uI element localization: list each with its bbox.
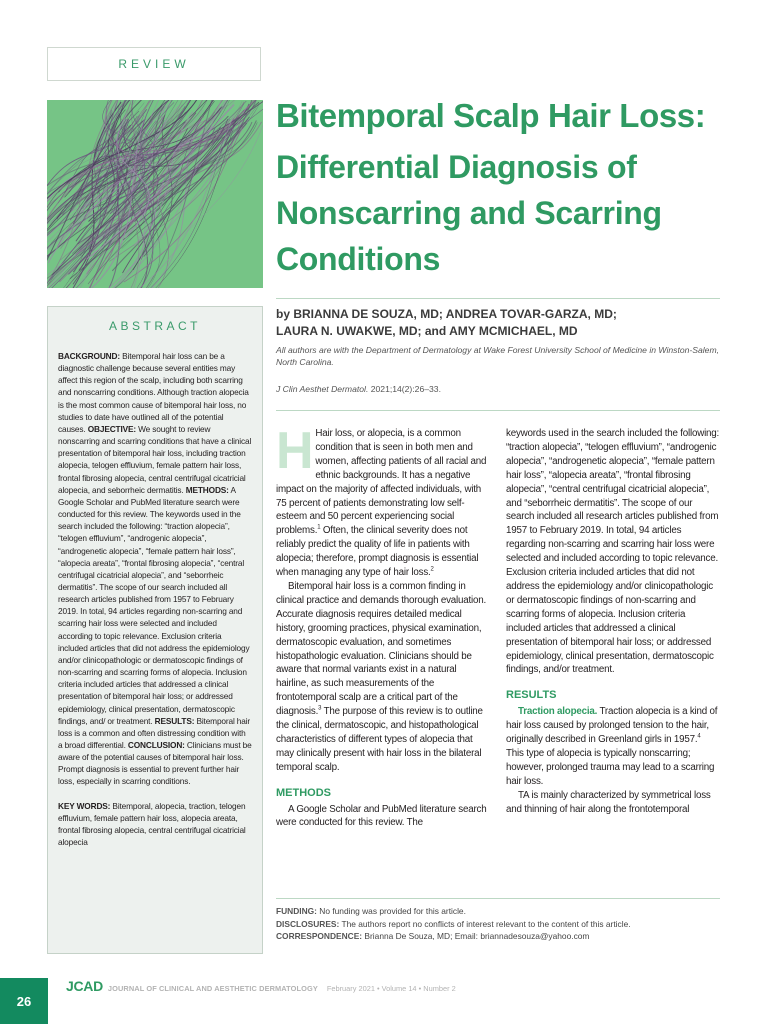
article-subtitle: Differential Diagnosis of Nonscarring and Scarring Conditions <box>276 149 662 277</box>
abstract-objective: We sought to review nonscarring and scarring conditions that have a clinical presentation of bitemporal hair loss, including traction alopecia, telogen effluvium, female pattern hair loss, frontal fibrosing alopecia, central centrifugal cicatricial alopecia, and seborrheic dermatitis. <box>58 423 252 495</box>
footnote-disclosures <box>276 918 720 931</box>
abstract-label-conclusion: CONCLUSION: <box>127 740 185 750</box>
body-column-1 <box>276 422 490 830</box>
hair-strands-illustration <box>47 100 263 288</box>
funding-label: FUNDING: <box>276 906 317 916</box>
traction-paragraph-2: TA is mainly characterized by symmetrical loss and thinning of hair along the frontotemporal <box>506 789 711 815</box>
reference-mark: 1 <box>317 525 321 532</box>
intro-paragraph-1 <box>276 422 490 580</box>
footnote-correspondence <box>276 930 720 943</box>
intro-paragraph-2 <box>276 580 490 775</box>
reference-mark: 2 <box>430 566 434 573</box>
article-title: Bitemporal Scalp Hair Loss: <box>276 97 706 134</box>
abstract-label-methods: METHODS: <box>185 484 229 495</box>
keywords-label: KEY WORDS: <box>58 800 111 811</box>
body-column-2 <box>506 427 720 816</box>
correspondence-text: Brianna De Souza, MD; Email: briannadesouza@yahoo.com <box>362 931 590 942</box>
abstract-label-results: RESULTS: <box>154 715 195 726</box>
citation-journal: J Clin Aesthet Dermatol. <box>276 384 369 394</box>
footnote-funding <box>276 905 720 918</box>
traction-text-1b: This type of alopecia is typically nonscarring; however, prolonged trauma may lead to a scarring hair loss. <box>506 747 715 787</box>
abstract-body <box>58 350 252 788</box>
methods-paragraph-continued: keywords used in the search included the following: “traction alopecia”, “telogen effluvium”, “androgenic alopecia”, “androgenetic alopecia”, “female pattern hair loss”, “alopecia areata”, “frontal fibrosing alopecia”, “central centrifugal cicatricial alopecia”, and “seborrheic dermatitis”. The scope of our search included all research articles published from 1957 to February 2019. In total, 94 articles regarding non-scarring and scarring hair loss were selected and included according to topic relevance. Exclusion criteria included articles that did not address the epidemiology and/or clinicopathologic or dermatoscopic findings of non-scarring and scarring forms of alopecia. Inclusion criteria included articles that addressed a clinical presentation of bitemporal hair loss; or addressed epidemiology, clinical presentation, dermatoscopic findings, and/or treatment. <box>506 428 720 676</box>
subsection-heading-traction: Traction alopecia. <box>518 706 598 718</box>
intro-text-1b: Often, the clinical severity does not reliably predict the quality of life in patients with alopecia; therefore, prompt diagnosis is essential when managing any type of hair loss. <box>276 525 479 579</box>
section-heading-results: RESULTS <box>506 689 557 702</box>
funding-text: No funding was provided for this article. <box>316 906 466 916</box>
page-number-tab <box>0 978 48 1024</box>
abstract-background: Bitemporal hair loss can be a diagnostic challenge because several entities may affect this region of the scalp, including both scarring and nonscarring conditions. Although traction alopecia is the most common cause of bitemporal hair loss, no studies to date have outlined all of the potential causes. <box>58 351 249 434</box>
reference-mark: 3 <box>318 705 322 712</box>
divider <box>276 410 720 411</box>
divider <box>276 298 720 299</box>
disclosures-label: DISCLOSURES: <box>276 918 340 929</box>
abstract-conclusion: Clinicians must be aware of the potential causes of bitemporal hair loss. Prompt diagnosis is essential to prevent further hair loss, especially in scarring conditions. <box>58 740 252 787</box>
section-label-box <box>47 47 261 81</box>
hero-image <box>47 100 263 288</box>
author-list <box>276 306 720 340</box>
intro-text-2b: The purpose of this review is to outline the clinical, dermatoscopic, and histopathological characteristics of different types of alopecia that may clinically present with hair loss in the bilateral temporal scalp. <box>276 706 483 773</box>
journal-issue: February 2021 • Volume 14 • Number 2 <box>326 984 456 993</box>
author-line-2: LAURA N. UWAKWE, MD; and AMY MCMICHAEL, MD <box>276 324 578 338</box>
abstract-label-objective: OBJECTIVE: <box>87 423 136 434</box>
citation-details: 2021;14(2):26–33. <box>368 384 441 394</box>
abstract-results: Bitemporal hair loss is a common and often distressing condition with a broad differential. <box>58 715 251 750</box>
footnotes <box>276 905 720 943</box>
correspondence-label: CORRESPONDENCE: <box>276 931 363 942</box>
author-affiliation: All authors are with the Department of Dermatology at Wake Forest University School of Medicine in Winston-Salem, North Carolina. <box>276 345 720 367</box>
section-label: REVIEW <box>118 57 190 71</box>
traction-text-1: Traction alopecia is a kind of hair loss caused by prolonged tension to the hair, originally described in Greenland girls in 1957. <box>506 706 718 746</box>
abstract-heading: ABSTRACT <box>108 319 201 333</box>
intro-text-1: Hair loss, or alopecia, is a common condition that is seen in both men and women, affecting patients of all racial and ethnic backgrounds. It has a negative impact on the majority of affected individuals, with 75 percent of patients demonstrating low self-esteem and 50 percent experiencing social problems. <box>276 428 487 537</box>
abstract-label-background: BACKGROUND: <box>58 351 120 361</box>
citation <box>276 384 720 394</box>
reference-mark: 4 <box>697 733 701 740</box>
journal-footer <box>66 978 456 994</box>
section-heading-methods: METHODS <box>276 786 331 799</box>
page-number: 26 <box>16 993 32 1009</box>
intro-text-2: Bitemporal hair loss is a common finding in clinical practice and demands thorough evaluation. Accurate diagnosis requires detailed medical history, grooming practices, physical examination, dermatoscopic evaluation, and sometimes histopathologic evaluation. Clinicians should be aware that normal variants exist in a natural hairline, as such measurements of the frontotemporal scalp are a critical part of the diagnosis. <box>276 580 487 718</box>
divider <box>276 898 720 899</box>
abstract-panel <box>47 306 263 954</box>
journal-logo: JCAD <box>66 978 103 994</box>
disclosures-text: The authors report no conflicts of interest relevant to the content of this article. <box>339 918 631 929</box>
author-line-1: by BRIANNA DE SOUZA, MD; ANDREA TOVAR-GARZA, MD; <box>276 307 617 321</box>
traction-paragraph-1 <box>506 705 720 788</box>
journal-name: JOURNAL OF CLINICAL AND AESTHETIC DERMATOLOGY <box>107 984 318 993</box>
drop-cap: H <box>276 422 314 480</box>
keywords-text: Bitemporal, alopecia, traction, telogen effluvium, female pattern hair loss, alopecia areata, frontal fibrosing alopecia, central centrifugal cicatricial alopecia <box>58 800 246 848</box>
methods-paragraph: A Google Scholar and PubMed literature search were conducted for this review. The <box>276 803 487 829</box>
abstract-methods: A Google Scholar and PubMed literature search were conducted for this review. The keywords used in the search included the following: “traction alopecia”, “telogen effluvium”, “androgenic alopecia”, “androgenetic alopecia”, “female pattern hair loss”, “alopecia areata”, “frontal fibrosing alopecia”, “central centrifugal cicatricial alopecia”, and “seborrheic dermatitis”. The scope of our search included all research articles published from 1957 to February 2019. In total, 94 articles regarding non-scarring and scarring hair loss were selected and included according to topic relevance. Exclusion criteria included articles that did not address the epidemiology and/or clinicopathologic or dermatoscopic findings of non-scarring and scarring forms of alopecia. Inclusion criteria included articles that addressed a clinical presentation of bitemporal hair loss; or addressed epidemiology, clinical presentation, dermatoscopic findings, and/ or treatment. <box>58 484 250 726</box>
abstract-keywords <box>58 800 252 849</box>
